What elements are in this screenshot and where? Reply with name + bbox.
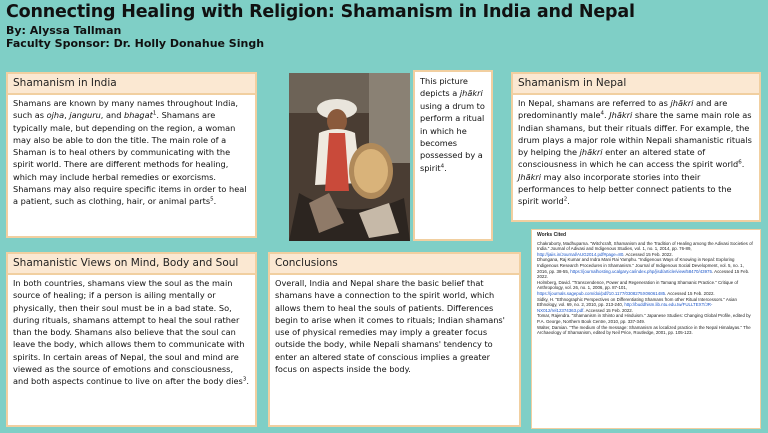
works-cited (531, 229, 761, 429)
conclusions-text: Overall, India and Nepal share the basic belief that shamans have a connection to the spirit world, which allows them to heal the souls of patients. Differences begin to arise when it comes to rituals; Indian shamans' use of physical remedies may imply a greater focus outside the body, while Nepali shamans' tendency to enter an altered state of conscious implies a greater focus on aspects inside the body. (275, 278, 505, 375)
conclusions-panel (268, 252, 521, 427)
citation: Tomar, Rajendra. "Shamanism in Shinto and Hinduism." Japanese Studies: Changing Global Profile, edited by P.A. George, Northern Book Centre, 2010, pp. 337-349. (537, 313, 751, 324)
india-panel (6, 72, 257, 238)
citation-link[interactable]: http://jaiis.in/Journal/AUG2014.pdf#page=80 (537, 251, 624, 257)
citation: Holmberg, David. "Transcendence, Power and Regeneration in Tamang Shamanic Practice." Critique of Anthropology, vol. 26, no. 1, 2006, pp. 87-101, https://journals.sagepub.com/doi/pdf/10.1177/0308275X06061485. Accessed 15 Feb. 2022. (537, 279, 739, 296)
nepal-text: In Nepal, shamans are referred to as jhãkri and are predominantly male$^4$. Jhãkri share the same main role as Indian shamans, but their rituals differ. For example, the drum plays a major role within Nepali shamanistic rituals by helping the jhãkri enter an altered state of consciousness in which he can access the spirit world$^6$. Jhãkri may also incorporate stories into their performances to help better connect patients to the spirit world$^2$. (518, 98, 752, 207)
sponsor-line: Faculty Sponsor: Dr. Holly Donahue Singh (6, 37, 265, 50)
works-cited-heading: Works Cited (537, 232, 567, 238)
nepal-heading: Shamanism in Nepal (513, 74, 759, 95)
conclusions-heading: Conclusions (270, 254, 519, 275)
views-panel (6, 252, 257, 427)
citation: Walter, Damian. "The medium of the message: Shamanism as localized practice in the Nepal Himalayas." The Archaeology of Shamanism, edited by Neil Price, Routledge, 2001, pp. 105-123. (537, 324, 751, 336)
shaman-photo (289, 73, 410, 241)
citation: Chakraborty, Madhuparna. "Witchcraft, Shamanism and the Tradition of Healing among the Adivasi Societies of India." Journal of Adivasi and Indigenous Studies, vol. 1, no. 1, 2014, pp. 76-89, http://jaiis.in/Journal/AUG2014.pdf#page=80. Accessed 15 Feb. 2022. (537, 240, 753, 257)
views-text: In both countries, shamans view the soul as the main source of healing; if a person is ailing mentally or physically, then their soul must be in a bad state. So, during rituals, shamans attempt to heal the soul rather than the body. Shamans also believe that the soul can leave the body, which allows them to communicate with spirits. In certain areas of Nepal, the soul and mind are viewed as the source of emotions and consciousness, and both aspects continue to live on after the body dies$^3$. (13, 278, 249, 387)
citation-link[interactable]: https://journalhosting.ucalgary.ca/index.php/jisd/article/view/58470/43975 (570, 268, 712, 274)
india-heading: Shamanism in India (8, 74, 255, 95)
author-line: By: Alyssa Tallman (6, 24, 122, 37)
photo-caption: This picture depicts a jhãkri using a drum to perform a ritual in which he becomes possessed by a spirit$^4$. (413, 70, 493, 241)
citation-link[interactable]: https://journals.sagepub.com/doi/pdf/10.1177/0308275X06061485 (537, 290, 666, 296)
citation: Dhungana, Raj Kumar and Indra Mani Rai Yamphu. "Indigenous Ways of Knowing in Nepal: Exploring Indigenous Research Procedures in Shamanism." Journal of Indigenous Social Development, vol. 5, no. 1, 2016, pp. 38-55, https://journalhosting.ucalgary.ca/index.php/jisd/article/view/58470/43975. Accessed 15 Feb. 2022. (537, 257, 750, 280)
citation: Sidky, H. "Ethnographic Perspectives on Differentiating Shamans from other Ritual Intercessors." Asian Ethnology, vol. 69, no. 2, 2010, pp. 213-240, http://buddhism.lib.ntu.edu.tw/FULLTEXT/JR-NX012/rel12374363.pdf. Accessed 15 Feb. 2022. (537, 296, 737, 313)
shaman-drum-image (289, 73, 410, 241)
india-text: Shamans are known by many names throughout India, such as ojha, janguru, and bhagat$^1$. Shamans are typically male, but depending on the region, a woman may also be able to don the title. The main role of a Shaman is to heal others by communicating with the spirit world. There are different methods for healing, which may include herbal remedies or exorcisms. Shamans may also require specific items in order to heal a patient, such as clothing, hair, or animal parts$^5$. (13, 98, 247, 207)
poster-title: Connecting Healing with Religion: Shamanism in India and Nepal (6, 2, 635, 22)
views-heading: Shamanistic Views on Mind, Body and Soul (8, 254, 255, 275)
citation-link[interactable]: http://buddhism.lib.ntu.edu.tw/FULLTEXT/JR-NX012/rel12374363.pdf (537, 302, 713, 313)
nepal-panel (511, 72, 761, 222)
